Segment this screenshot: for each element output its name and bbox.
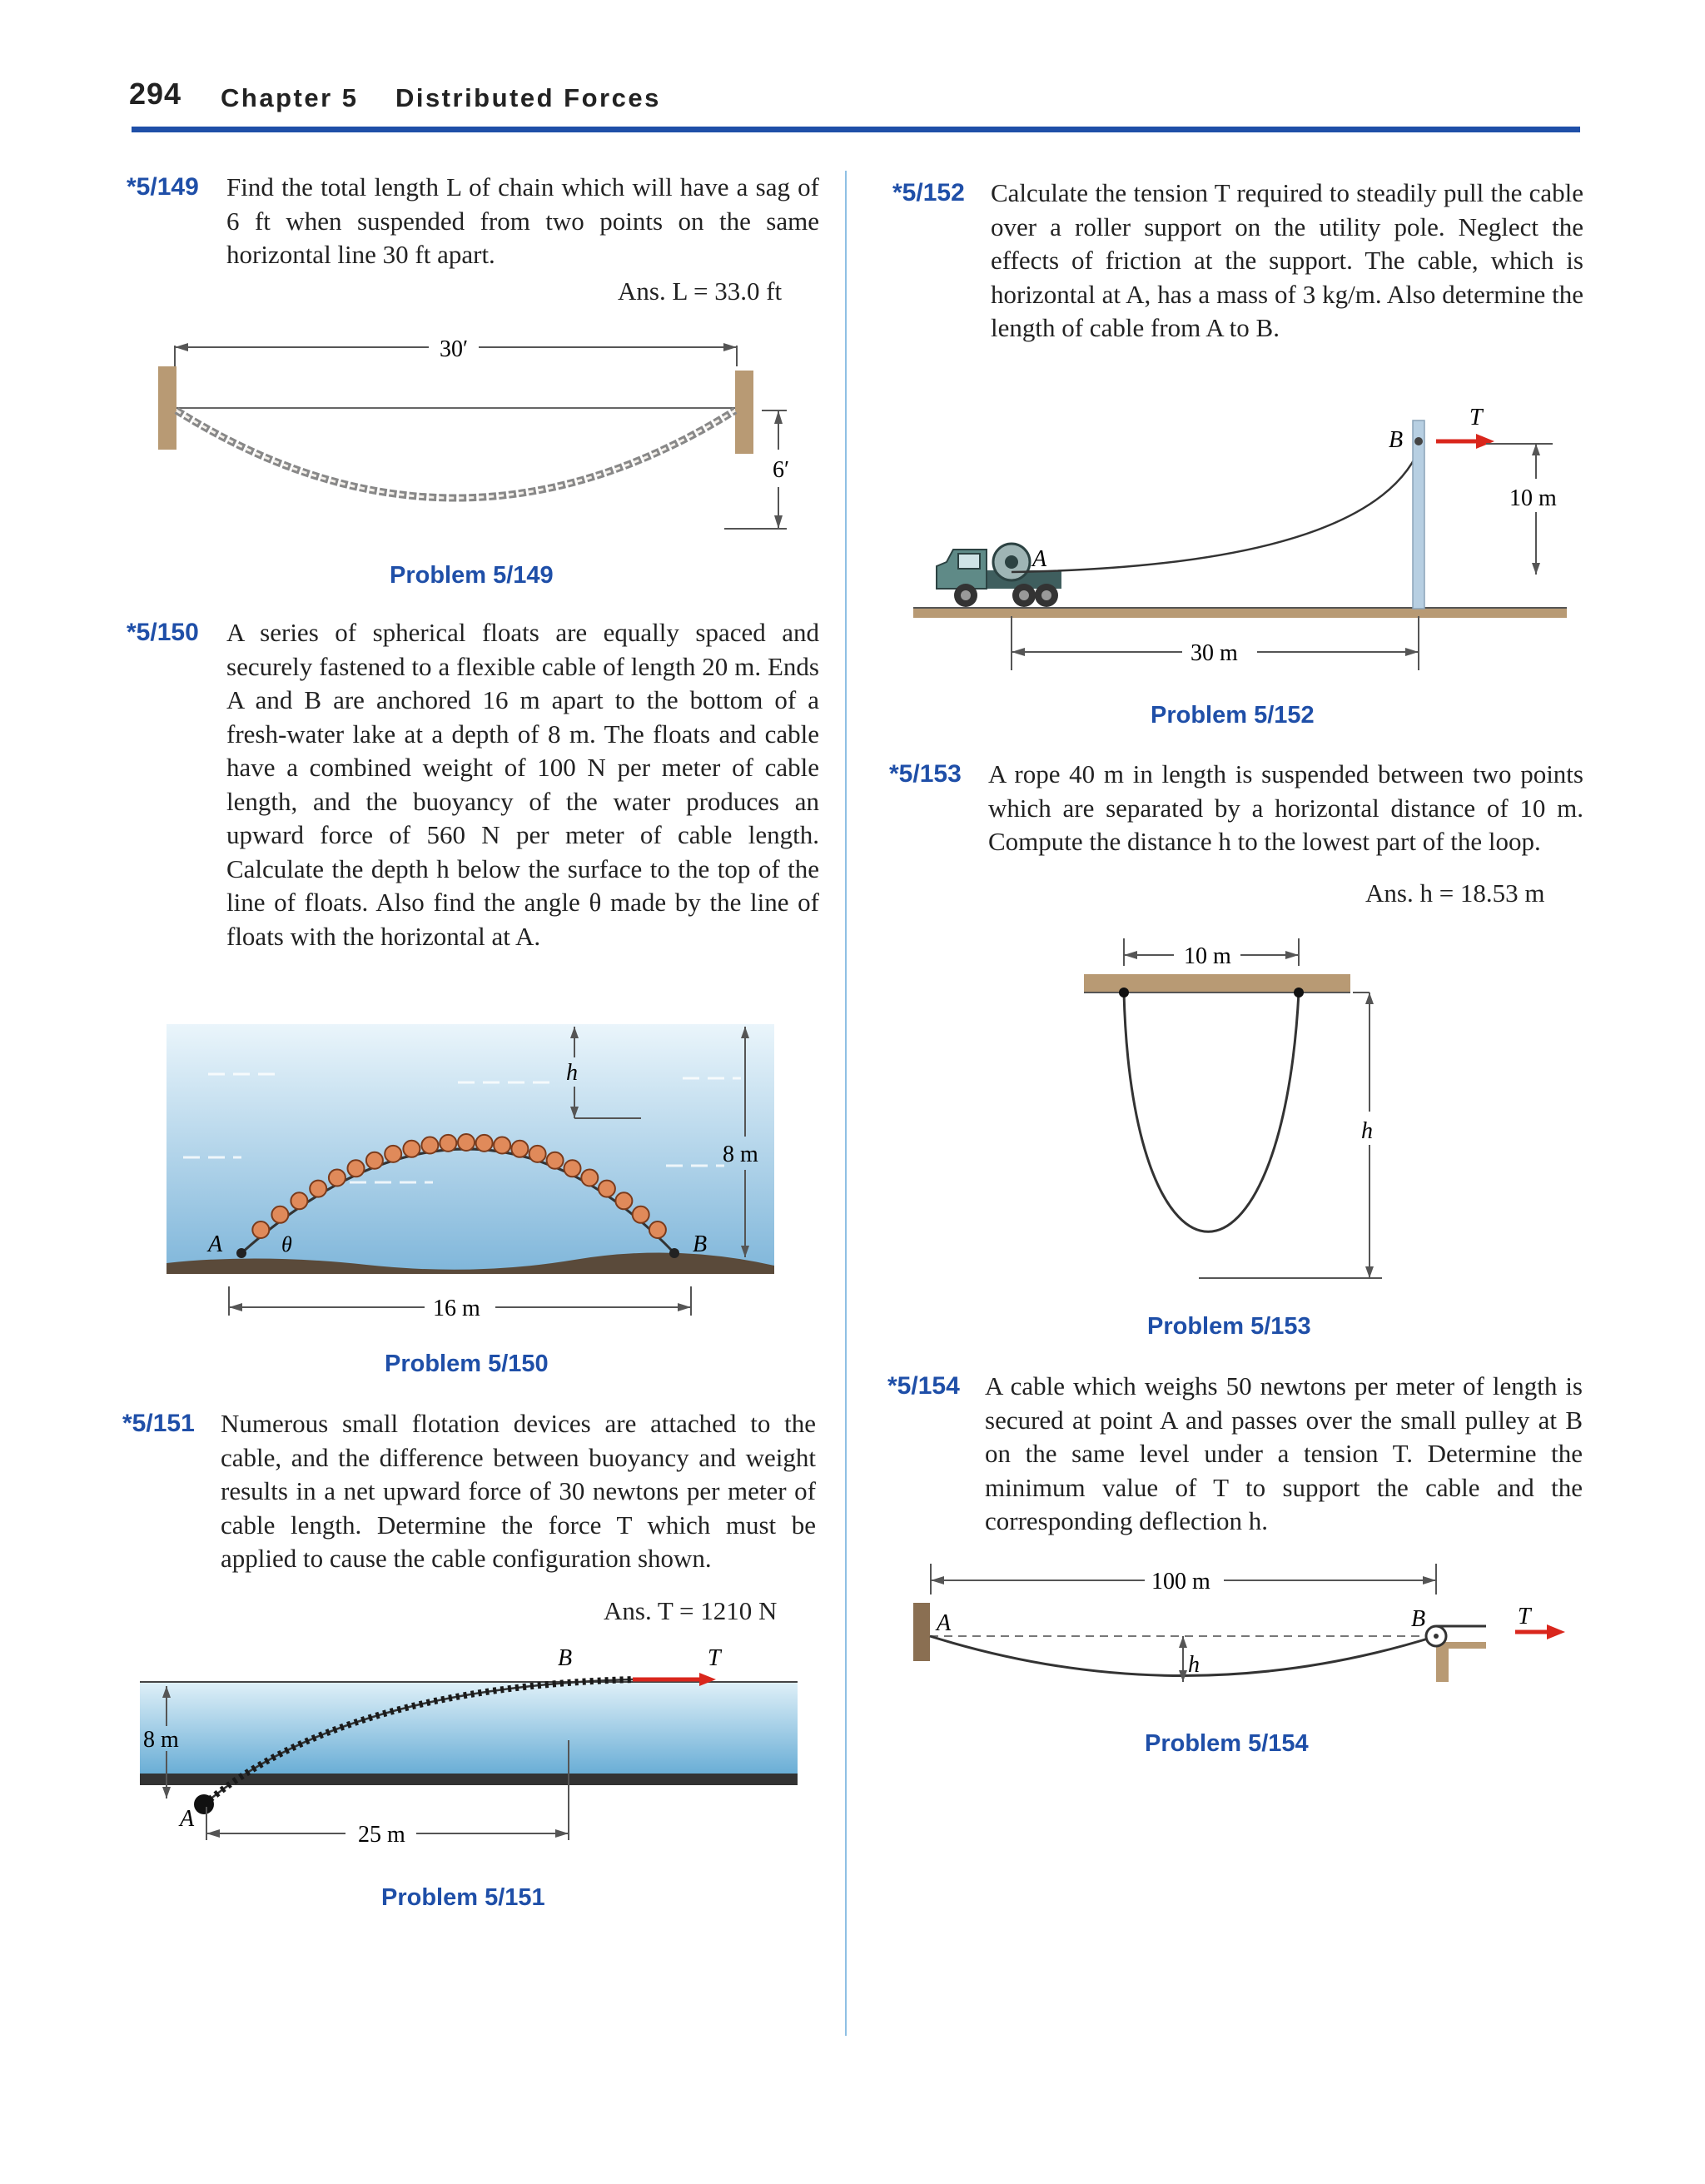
left-attachment [1119, 988, 1129, 997]
problem-text: Find the total length L of chain which will have a sag of 6 ft when suspended from two points on the same horizontal line 30 ft apart. [226, 172, 819, 269]
tension-arrowhead [1547, 1624, 1565, 1639]
float [385, 1146, 401, 1162]
figure-caption: Problem 5/154 [1145, 1730, 1309, 1757]
figure-5-154 [903, 1557, 1586, 1707]
span-label: 10 m [1184, 943, 1231, 969]
pulley-axle [1434, 1634, 1439, 1639]
problem-text: A rope 40 m in length is suspended between two points which are separated by a horizontal distance of 10 m. Compute the distance h to the lowest part of the loop. [988, 759, 1583, 856]
float [252, 1221, 269, 1238]
problem-number: *5/150 [127, 619, 199, 646]
header-rule [132, 127, 1580, 132]
float [366, 1152, 383, 1169]
anchor-b [669, 1248, 679, 1258]
page-number: 294 [129, 77, 182, 111]
float [291, 1192, 307, 1209]
span-label: 16 m [433, 1296, 480, 1321]
span-label: 30′ [440, 336, 469, 362]
pulley-bracket [1436, 1642, 1486, 1682]
right-wall [735, 371, 753, 454]
float [348, 1160, 365, 1177]
problem-text: Calculate the tension T required to steadily pull the cable over a roller support on the utility pole. Neglect the effects of friction at the support. The cable, which is horizontal at A, has a mass of 3 kg/m. Also determine the length of cable from A to B. [991, 178, 1583, 342]
figure-5-149 [142, 321, 808, 537]
tension-arrowhead [1476, 434, 1494, 449]
point-a-label: A [1032, 546, 1047, 572]
float [581, 1170, 598, 1187]
problem-number: *5/154 [887, 1372, 960, 1400]
float [547, 1152, 564, 1169]
problem-number: *5/152 [892, 179, 965, 206]
running-head [221, 83, 661, 113]
float [458, 1134, 475, 1151]
float [329, 1170, 345, 1187]
depth-label: 8 m [723, 1142, 758, 1167]
chain-links [176, 410, 735, 498]
float [529, 1146, 546, 1162]
tension-label: T [1469, 405, 1483, 430]
float [649, 1221, 666, 1238]
h-label: h [1361, 1118, 1373, 1144]
float [403, 1141, 420, 1157]
figure-5-151 [133, 1640, 799, 1865]
point-a-label: A [180, 1806, 195, 1832]
problem-number: *5/149 [127, 173, 199, 201]
float [494, 1137, 510, 1154]
figure-5-152 [903, 396, 1578, 679]
figure-caption: Problem 5/151 [381, 1884, 545, 1911]
figure-caption: Problem 5/153 [1147, 1313, 1311, 1340]
sag-label: 6′ [773, 457, 790, 483]
answer: Ans. T = 1210 N [604, 1596, 778, 1625]
figure-caption: Problem 5/149 [390, 562, 554, 589]
tension-label: T [1518, 1604, 1531, 1629]
anchor-a [194, 1794, 214, 1814]
float [421, 1137, 438, 1154]
problem-text: A series of spherical floats are equally spaced and securely fastened to a flexible cable of length 20 m. Ends A and B are anchored 16 m apart to the bottom of a fresh-water lake at a depth of 8 m. The floats and cable have a combined weight of 100 N per meter of cable length, and the buoyancy of the water produces an upward force of 560 N per meter of cable length. Calculate the depth h below the surface to the top of the line of floats. Also find the angle θ made by the line of floats with the horizontal at A. [226, 618, 819, 951]
column-rule [845, 171, 847, 2036]
span-label: 100 m [1151, 1569, 1210, 1594]
span-label: 30 m [1191, 640, 1238, 666]
float [440, 1135, 456, 1152]
figure-5-153 [1074, 928, 1432, 1295]
left-wall [913, 1603, 930, 1661]
float [271, 1206, 288, 1223]
theta-label: θ [281, 1232, 292, 1256]
point-b-label: B [1389, 427, 1404, 453]
problem-number: *5/153 [889, 760, 962, 788]
figure-caption: Problem 5/150 [385, 1351, 549, 1377]
tension-label: T [708, 1645, 721, 1671]
point-a-label: A [208, 1231, 223, 1257]
float [310, 1181, 326, 1197]
problem-number: *5/151 [122, 1410, 195, 1437]
figure-5-150 [158, 1003, 791, 1336]
float [476, 1135, 493, 1152]
answer: Ans. h = 18.53 m [1365, 878, 1545, 908]
float [633, 1206, 649, 1223]
float [564, 1160, 581, 1177]
anchor-a [236, 1248, 246, 1258]
h-dimension [1199, 993, 1382, 1278]
float [615, 1192, 632, 1209]
point-b-label: B [558, 1645, 573, 1671]
problem-text: Numerous small flotation devices are attached to the cable, and the difference between buoyancy and weight results in a net upward force of 30 newtons per meter of cable length. Determine the force T which must be applied to cause the cable configuration shown. [221, 1409, 816, 1573]
float [511, 1141, 528, 1157]
height-label: 10 m [1509, 485, 1557, 511]
rope-loop [1124, 993, 1299, 1231]
chapter-label: Chapter 5 [221, 83, 359, 112]
cable [1012, 449, 1419, 572]
problem-text: A cable which weighs 50 newtons per meter of length is secured at point A and passes over the small pulley at B on the same level under a tension T. Determine the minimum value of T to support the cable and the corresponding deflection h. [985, 1371, 1583, 1535]
answer: Ans. L = 33.0 ft [618, 276, 783, 306]
span-label: 25 m [358, 1822, 405, 1848]
h-label: h [1188, 1652, 1200, 1678]
utility-pole [1413, 420, 1424, 609]
right-attachment [1294, 988, 1304, 997]
float [599, 1181, 615, 1197]
h-label: h [566, 1060, 578, 1086]
roller-support [1414, 437, 1423, 445]
point-b-label: B [693, 1231, 708, 1257]
figure-caption: Problem 5/152 [1151, 702, 1315, 729]
chapter-title: Distributed Forces [395, 83, 661, 112]
point-b-label: B [1411, 1606, 1426, 1632]
point-a-label: A [937, 1610, 952, 1636]
left-wall [158, 366, 176, 450]
depth-label: 8 m [143, 1727, 179, 1753]
